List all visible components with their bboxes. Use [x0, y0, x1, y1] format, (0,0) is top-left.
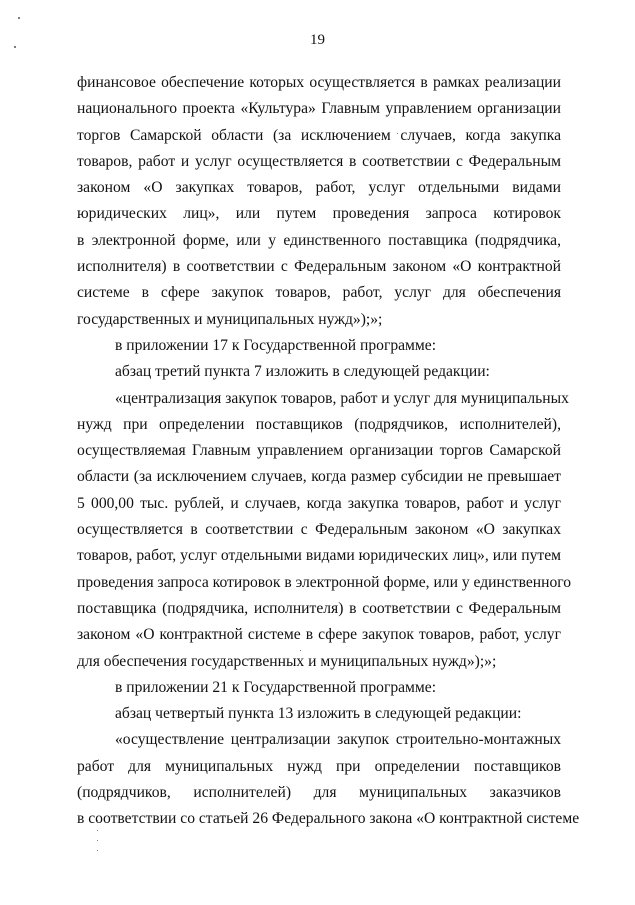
page-number: 19: [310, 32, 325, 48]
text-line: системе в сфере закупок товаров, работ, услуг для обеспечения: [77, 284, 561, 302]
text-line: товаров, работ, услуг отдельными видами юридических лиц», или путем: [77, 547, 561, 565]
text-line: осуществляемая Главным управлением организации торгов Самарской: [77, 442, 561, 460]
text-line: нужд при определении поставщиков (подрядчиков, исполнителей),: [77, 415, 561, 433]
paragraph-line: абзац третий пункта 7 изложить в следующей редакции:: [115, 363, 490, 381]
text-line: исполнителя) в соответствии с Федеральным законом «О контрактной: [77, 258, 561, 276]
scan-speck: [18, 17, 20, 19]
paragraph-line: абзац четвертый пункта 13 изложить в следующей редакции:: [115, 705, 522, 723]
text-line: 5 000,00 тыс. рублей, и случаев, когда закупка товаров, работ и услуг: [77, 494, 561, 512]
paragraph-line: «осуществление централизации закупок строительно-монтажных: [115, 731, 561, 749]
text-line: работ для муниципальных нужд при определении поставщиков: [77, 757, 561, 775]
text-line: торгов Самарской области (за исключением случаев, когда закупка: [77, 126, 561, 144]
text-line: (подрядчиков, исполнителей) для муниципальных заказчиков: [77, 784, 561, 802]
text-line: области (за исключением случаев, когда размер субсидии не превышает: [77, 468, 561, 486]
document-body: [77, 70, 580, 833]
text-line: законом «О контрактной системе в сфере закупок товаров, работ, услуг: [77, 626, 561, 644]
text-line: законом «О закупках товаров, работ, услуг отдельными видами: [77, 179, 561, 197]
text-line: товаров, работ и услуг осуществляется в соответствии с Федеральным: [77, 152, 561, 170]
paragraph-line: в приложении 21 к Государственной программе:: [115, 678, 437, 696]
text-line: осуществляется в соответствии с Федеральным законом «О закупках: [77, 521, 561, 539]
text-line: поставщика (подрядчика, исполнителя) в соответствии с Федеральным: [77, 599, 561, 617]
text-line: в электронной форме, или у единственного поставщика (подрядчика,: [77, 231, 561, 249]
text-line: юридических лиц», или путем проведения запроса котировок: [77, 205, 561, 223]
paragraph-line: «централизация закупок товаров, работ и услуг для муниципальных: [115, 389, 569, 407]
text-line: в соответствии со статьей 26 Федерального закона «О контрактной системе: [77, 810, 580, 828]
scan-speck: [14, 46, 16, 48]
text-line: для обеспечения государственных и муниципальных нужд»);»;: [77, 652, 497, 670]
text-line: государственных и муниципальных нужд»);»;: [77, 310, 383, 328]
text-line: финансовое обеспечение которых осуществляется в рамках реализации: [77, 74, 561, 91]
paragraph-line: в приложении 17 к Государственной программе:: [115, 336, 437, 354]
text-line: проведения запроса котировок в электронной форме, или у единственного: [77, 573, 572, 591]
text-line: национального проекта «Культура» Главным управлением организации: [77, 100, 561, 118]
